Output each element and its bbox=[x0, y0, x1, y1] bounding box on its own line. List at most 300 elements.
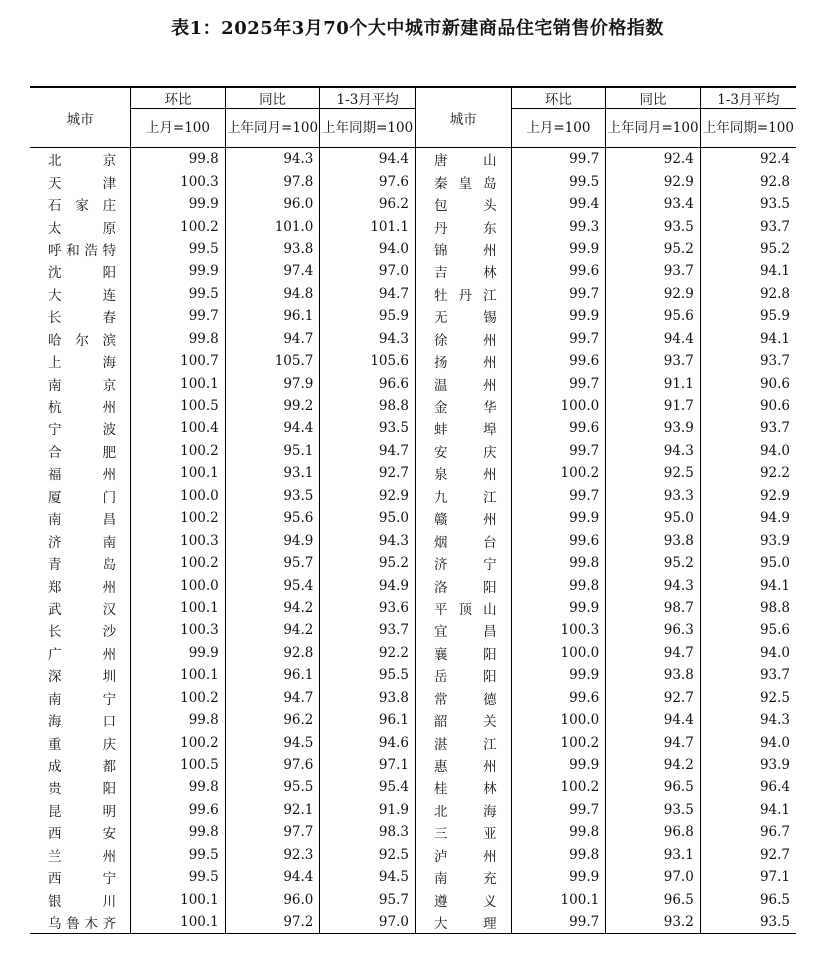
city-header-right: 城市 bbox=[415, 87, 511, 148]
table-row bbox=[30, 529, 796, 551]
avg-right-cell: 94.3 bbox=[700, 709, 796, 731]
mom-left-cell: 100.3 bbox=[131, 170, 226, 192]
avg-right-cell: 95.6 bbox=[700, 619, 796, 641]
city-left-cell: 北京 bbox=[48, 153, 117, 170]
table-row bbox=[30, 170, 796, 192]
yoy-right-cell: 93.5 bbox=[606, 215, 701, 237]
city-right-cell: 无锡 bbox=[415, 305, 511, 327]
yoy-left-cell: 94.4 bbox=[225, 417, 320, 439]
city-left-cell: 宁波 bbox=[48, 422, 117, 439]
avg-left-cell: 94.4 bbox=[320, 148, 416, 171]
yoy-left-cell: 96.1 bbox=[225, 664, 320, 686]
avg-left-cell: 92.5 bbox=[320, 844, 416, 866]
mom-right-cell: 99.7 bbox=[511, 440, 606, 462]
table-row bbox=[30, 664, 796, 686]
mom-right-cell: 99.7 bbox=[511, 148, 606, 171]
avg-right-cell: 94.1 bbox=[700, 574, 796, 596]
table-row bbox=[30, 238, 796, 260]
avg-left-cell: 105.6 bbox=[320, 350, 416, 372]
avg-right-cell: 96.4 bbox=[700, 776, 796, 798]
yoy-sub-right: 上年同月=100 bbox=[606, 109, 701, 148]
avg-left-cell: 93.5 bbox=[320, 417, 416, 439]
yoy-left-cell: 95.6 bbox=[225, 507, 320, 529]
avg-right-cell: 97.1 bbox=[700, 866, 796, 888]
table-row bbox=[30, 148, 796, 171]
mom-right-cell: 99.4 bbox=[511, 193, 606, 215]
avg-right-cell: 93.7 bbox=[700, 215, 796, 237]
mom-header-right: 环比 bbox=[511, 87, 606, 109]
mom-left-cell: 99.8 bbox=[131, 821, 226, 843]
yoy-left-cell: 92.8 bbox=[225, 642, 320, 664]
city-left-cell: 南京 bbox=[48, 377, 117, 394]
city-right-cell: 丹东 bbox=[415, 215, 511, 237]
mom-left-cell: 100.2 bbox=[131, 687, 226, 709]
mom-left-cell: 99.5 bbox=[131, 283, 226, 305]
city-right-cell: 温州 bbox=[415, 372, 511, 394]
yoy-left-cell: 97.6 bbox=[225, 754, 320, 776]
city-left-cell: 呼和浩特 bbox=[48, 242, 117, 259]
yoy-header-right: 同比 bbox=[606, 87, 701, 109]
table-row bbox=[30, 799, 796, 821]
mom-right-cell: 99.9 bbox=[511, 866, 606, 888]
city-left-cell: 济南 bbox=[48, 534, 117, 551]
avg-left-cell: 94.7 bbox=[320, 283, 416, 305]
mom-right-cell: 99.6 bbox=[511, 687, 606, 709]
table-row bbox=[30, 193, 796, 215]
yoy-right-cell: 93.1 bbox=[606, 844, 701, 866]
yoy-left-cell: 97.4 bbox=[225, 260, 320, 282]
mom-right-cell: 99.9 bbox=[511, 597, 606, 619]
avg-left-cell: 95.4 bbox=[320, 776, 416, 798]
avg-right-cell: 93.7 bbox=[700, 350, 796, 372]
yoy-left-cell: 97.2 bbox=[225, 911, 320, 934]
yoy-right-cell: 95.2 bbox=[606, 552, 701, 574]
yoy-left-cell: 96.1 bbox=[225, 305, 320, 327]
avg-left-cell: 95.0 bbox=[320, 507, 416, 529]
mom-right-cell: 99.7 bbox=[511, 283, 606, 305]
yoy-sub-left: 上年同月=100 bbox=[225, 109, 320, 148]
yoy-right-cell: 92.4 bbox=[606, 148, 701, 171]
avg-right-cell: 95.2 bbox=[700, 238, 796, 260]
avg-right-cell: 92.4 bbox=[700, 148, 796, 171]
avg-right-cell: 98.8 bbox=[700, 597, 796, 619]
avg-left-cell: 98.3 bbox=[320, 821, 416, 843]
mom-right-cell: 100.3 bbox=[511, 619, 606, 641]
table-row bbox=[30, 283, 796, 305]
mom-left-cell: 100.1 bbox=[131, 888, 226, 910]
avg-left-cell: 94.9 bbox=[320, 574, 416, 596]
avg-right-cell: 96.7 bbox=[700, 821, 796, 843]
city-header-left: 城市 bbox=[30, 87, 131, 148]
avg-right-cell: 92.8 bbox=[700, 283, 796, 305]
avg-left-cell: 93.8 bbox=[320, 687, 416, 709]
yoy-left-cell: 95.1 bbox=[225, 440, 320, 462]
avg-left-cell: 95.5 bbox=[320, 664, 416, 686]
avg-left-cell: 96.2 bbox=[320, 193, 416, 215]
mom-sub-left: 上月=100 bbox=[131, 109, 226, 148]
mom-right-cell: 99.7 bbox=[511, 799, 606, 821]
table-title: 表1：2025年3月70个大中城市新建商品住宅销售价格指数 bbox=[171, 18, 664, 39]
avg-header-right: 1-3月平均 bbox=[700, 87, 796, 109]
avg-left-cell: 97.0 bbox=[320, 911, 416, 934]
yoy-left-cell: 97.9 bbox=[225, 372, 320, 394]
yoy-right-cell: 94.7 bbox=[606, 731, 701, 753]
city-right-cell: 遵义 bbox=[415, 888, 511, 910]
yoy-left-cell: 94.5 bbox=[225, 731, 320, 753]
yoy-left-cell: 105.7 bbox=[225, 350, 320, 372]
table-row bbox=[30, 888, 796, 910]
yoy-left-cell: 93.8 bbox=[225, 238, 320, 260]
yoy-right-cell: 95.2 bbox=[606, 238, 701, 260]
avg-left-cell: 98.8 bbox=[320, 395, 416, 417]
avg-right-cell: 93.7 bbox=[700, 417, 796, 439]
yoy-right-cell: 93.8 bbox=[606, 529, 701, 551]
yoy-left-cell: 94.2 bbox=[225, 597, 320, 619]
city-right-cell: 桂林 bbox=[415, 776, 511, 798]
avg-header-left: 1-3月平均 bbox=[320, 87, 416, 109]
avg-right-cell: 93.7 bbox=[700, 664, 796, 686]
mom-right-cell: 100.0 bbox=[511, 395, 606, 417]
city-left-cell: 青岛 bbox=[48, 557, 117, 574]
city-right-cell: 平顶山 bbox=[415, 597, 511, 619]
avg-right-cell: 92.5 bbox=[700, 687, 796, 709]
avg-right-cell: 94.1 bbox=[700, 260, 796, 282]
city-left-cell: 西宁 bbox=[48, 871, 117, 888]
mom-right-cell: 99.9 bbox=[511, 507, 606, 529]
table-row bbox=[30, 709, 796, 731]
city-left-cell: 石家庄 bbox=[48, 198, 117, 215]
yoy-right-cell: 94.7 bbox=[606, 642, 701, 664]
city-left-cell: 福州 bbox=[48, 467, 117, 484]
avg-right-cell: 90.6 bbox=[700, 372, 796, 394]
mom-right-cell: 99.3 bbox=[511, 215, 606, 237]
yoy-right-cell: 93.5 bbox=[606, 799, 701, 821]
city-left-cell: 成都 bbox=[48, 759, 117, 776]
mom-right-cell: 99.7 bbox=[511, 328, 606, 350]
table-row bbox=[30, 507, 796, 529]
avg-left-cell: 96.6 bbox=[320, 372, 416, 394]
mom-left-cell: 100.0 bbox=[131, 574, 226, 596]
city-right-cell: 锦州 bbox=[415, 238, 511, 260]
city-left-cell: 沈阳 bbox=[48, 265, 117, 282]
mom-left-cell: 100.2 bbox=[131, 731, 226, 753]
yoy-left-cell: 93.1 bbox=[225, 462, 320, 484]
table-row bbox=[30, 776, 796, 798]
table-row bbox=[30, 305, 796, 327]
table-row bbox=[30, 372, 796, 394]
mom-left-cell: 99.5 bbox=[131, 238, 226, 260]
city-left-cell: 银川 bbox=[48, 893, 117, 910]
mom-left-cell: 99.8 bbox=[131, 709, 226, 731]
city-right-cell: 扬州 bbox=[415, 350, 511, 372]
avg-right-cell: 93.9 bbox=[700, 754, 796, 776]
mom-left-cell: 99.8 bbox=[131, 776, 226, 798]
yoy-left-cell: 92.1 bbox=[225, 799, 320, 821]
yoy-left-cell: 101.0 bbox=[225, 215, 320, 237]
avg-right-cell: 93.5 bbox=[700, 911, 796, 934]
city-left-cell: 南宁 bbox=[48, 691, 117, 708]
mom-right-cell: 99.9 bbox=[511, 238, 606, 260]
city-right-cell: 金华 bbox=[415, 395, 511, 417]
avg-left-cell: 92.9 bbox=[320, 485, 416, 507]
table-row bbox=[30, 619, 796, 641]
mom-left-cell: 100.3 bbox=[131, 619, 226, 641]
yoy-left-cell: 95.5 bbox=[225, 776, 320, 798]
yoy-right-cell: 93.9 bbox=[606, 417, 701, 439]
mom-left-cell: 100.1 bbox=[131, 597, 226, 619]
mom-left-cell: 100.4 bbox=[131, 417, 226, 439]
avg-left-cell: 96.1 bbox=[320, 709, 416, 731]
city-right-cell: 徐州 bbox=[415, 328, 511, 350]
table-row bbox=[30, 821, 796, 843]
avg-left-cell: 91.9 bbox=[320, 799, 416, 821]
yoy-right-cell: 94.3 bbox=[606, 574, 701, 596]
avg-right-cell: 94.9 bbox=[700, 507, 796, 529]
mom-left-cell: 100.1 bbox=[131, 372, 226, 394]
mom-right-cell: 99.5 bbox=[511, 170, 606, 192]
mom-right-cell: 99.7 bbox=[511, 372, 606, 394]
avg-left-cell: 95.9 bbox=[320, 305, 416, 327]
yoy-right-cell: 93.2 bbox=[606, 911, 701, 934]
avg-sub-left: 上年同期=100 bbox=[320, 109, 416, 148]
city-right-cell: 大理 bbox=[415, 911, 511, 934]
city-left-cell: 重庆 bbox=[48, 736, 117, 753]
city-left-cell: 合肥 bbox=[48, 444, 117, 461]
mom-left-cell: 100.1 bbox=[131, 462, 226, 484]
yoy-left-cell: 92.3 bbox=[225, 844, 320, 866]
mom-right-cell: 99.6 bbox=[511, 529, 606, 551]
table-row bbox=[30, 328, 796, 350]
yoy-right-cell: 92.9 bbox=[606, 283, 701, 305]
yoy-left-cell: 96.2 bbox=[225, 709, 320, 731]
yoy-left-cell: 96.0 bbox=[225, 193, 320, 215]
city-right-cell: 济宁 bbox=[415, 552, 511, 574]
yoy-header-left: 同比 bbox=[225, 87, 320, 109]
avg-right-cell: 90.6 bbox=[700, 395, 796, 417]
mom-left-cell: 100.2 bbox=[131, 215, 226, 237]
city-right-cell: 湛江 bbox=[415, 731, 511, 753]
yoy-right-cell: 93.8 bbox=[606, 664, 701, 686]
city-right-cell: 泸州 bbox=[415, 844, 511, 866]
table-row bbox=[30, 597, 796, 619]
mom-left-cell: 100.5 bbox=[131, 395, 226, 417]
mom-right-cell: 100.2 bbox=[511, 731, 606, 753]
city-left-cell: 广州 bbox=[48, 646, 117, 663]
price-index-table bbox=[30, 86, 796, 934]
mom-right-cell: 99.6 bbox=[511, 260, 606, 282]
avg-right-cell: 94.0 bbox=[700, 440, 796, 462]
mom-right-cell: 100.2 bbox=[511, 462, 606, 484]
mom-left-cell: 100.2 bbox=[131, 440, 226, 462]
table-row bbox=[30, 215, 796, 237]
table-row bbox=[30, 866, 796, 888]
mom-right-cell: 100.0 bbox=[511, 709, 606, 731]
yoy-right-cell: 96.5 bbox=[606, 776, 701, 798]
mom-left-cell: 99.8 bbox=[131, 328, 226, 350]
city-right-cell: 洛阳 bbox=[415, 574, 511, 596]
mom-left-cell: 99.6 bbox=[131, 799, 226, 821]
avg-left-cell: 93.7 bbox=[320, 619, 416, 641]
city-right-cell: 吉林 bbox=[415, 260, 511, 282]
avg-left-cell: 95.2 bbox=[320, 552, 416, 574]
city-right-cell: 泉州 bbox=[415, 462, 511, 484]
city-right-cell: 南充 bbox=[415, 866, 511, 888]
avg-left-cell: 94.0 bbox=[320, 238, 416, 260]
avg-left-cell: 93.6 bbox=[320, 597, 416, 619]
mom-left-cell: 99.9 bbox=[131, 642, 226, 664]
yoy-left-cell: 97.7 bbox=[225, 821, 320, 843]
avg-right-cell: 93.9 bbox=[700, 529, 796, 551]
city-right-cell: 牡丹江 bbox=[415, 283, 511, 305]
table-row bbox=[30, 911, 796, 934]
avg-left-cell: 94.5 bbox=[320, 866, 416, 888]
avg-right-cell: 95.9 bbox=[700, 305, 796, 327]
yoy-right-cell: 96.5 bbox=[606, 888, 701, 910]
mom-right-cell: 99.6 bbox=[511, 417, 606, 439]
mom-header-left: 环比 bbox=[131, 87, 226, 109]
table-row bbox=[30, 395, 796, 417]
city-left-cell: 郑州 bbox=[48, 579, 117, 596]
avg-right-cell: 94.1 bbox=[700, 799, 796, 821]
avg-right-cell: 94.0 bbox=[700, 731, 796, 753]
avg-left-cell: 97.0 bbox=[320, 260, 416, 282]
yoy-right-cell: 91.1 bbox=[606, 372, 701, 394]
mom-left-cell: 99.5 bbox=[131, 866, 226, 888]
mom-left-cell: 99.9 bbox=[131, 260, 226, 282]
city-right-cell: 惠州 bbox=[415, 754, 511, 776]
mom-right-cell: 99.8 bbox=[511, 552, 606, 574]
mom-right-cell: 99.8 bbox=[511, 844, 606, 866]
table-row bbox=[30, 417, 796, 439]
city-left-cell: 厦门 bbox=[48, 489, 117, 506]
yoy-left-cell: 95.4 bbox=[225, 574, 320, 596]
table-row bbox=[30, 642, 796, 664]
mom-left-cell: 100.7 bbox=[131, 350, 226, 372]
table-row bbox=[30, 552, 796, 574]
mom-right-cell: 100.0 bbox=[511, 642, 606, 664]
mom-left-cell: 99.8 bbox=[131, 148, 226, 171]
city-right-cell: 韶关 bbox=[415, 709, 511, 731]
city-left-cell: 乌鲁木齐 bbox=[30, 911, 131, 934]
city-left-cell: 大连 bbox=[48, 287, 117, 304]
mom-right-cell: 100.2 bbox=[511, 776, 606, 798]
avg-left-cell: 94.6 bbox=[320, 731, 416, 753]
avg-left-cell: 94.7 bbox=[320, 440, 416, 462]
city-left-cell: 长沙 bbox=[48, 624, 117, 641]
city-right-cell: 安庆 bbox=[415, 440, 511, 462]
city-left-cell: 哈尔滨 bbox=[48, 332, 117, 349]
mom-left-cell: 99.9 bbox=[131, 193, 226, 215]
table-row bbox=[30, 440, 796, 462]
mom-right-cell: 99.9 bbox=[511, 754, 606, 776]
yoy-left-cell: 99.2 bbox=[225, 395, 320, 417]
city-right-cell: 包头 bbox=[415, 193, 511, 215]
city-right-cell: 宜昌 bbox=[415, 619, 511, 641]
yoy-left-cell: 95.7 bbox=[225, 552, 320, 574]
table-row bbox=[30, 731, 796, 753]
avg-left-cell: 97.6 bbox=[320, 170, 416, 192]
yoy-left-cell: 94.9 bbox=[225, 529, 320, 551]
yoy-right-cell: 93.7 bbox=[606, 260, 701, 282]
avg-right-cell: 92.7 bbox=[700, 844, 796, 866]
city-left-cell: 深圳 bbox=[48, 669, 117, 686]
mom-sub-right: 上月=100 bbox=[511, 109, 606, 148]
table-row bbox=[30, 260, 796, 282]
yoy-left-cell: 94.7 bbox=[225, 328, 320, 350]
yoy-left-cell: 93.5 bbox=[225, 485, 320, 507]
mom-left-cell: 100.0 bbox=[131, 485, 226, 507]
table-row bbox=[30, 485, 796, 507]
table-row bbox=[30, 687, 796, 709]
avg-left-cell: 97.1 bbox=[320, 754, 416, 776]
city-left-cell: 天津 bbox=[48, 175, 117, 192]
avg-right-cell: 96.5 bbox=[700, 888, 796, 910]
yoy-right-cell: 94.4 bbox=[606, 709, 701, 731]
yoy-right-cell: 93.7 bbox=[606, 350, 701, 372]
city-right-cell: 唐山 bbox=[415, 148, 511, 171]
yoy-left-cell: 94.7 bbox=[225, 687, 320, 709]
mom-right-cell: 99.9 bbox=[511, 664, 606, 686]
yoy-right-cell: 94.4 bbox=[606, 328, 701, 350]
city-left-cell: 贵阳 bbox=[48, 781, 117, 798]
avg-left-cell: 94.3 bbox=[320, 328, 416, 350]
yoy-right-cell: 94.2 bbox=[606, 754, 701, 776]
mom-right-cell: 99.8 bbox=[511, 821, 606, 843]
yoy-right-cell: 92.7 bbox=[606, 687, 701, 709]
city-right-cell: 襄阳 bbox=[415, 642, 511, 664]
avg-right-cell: 94.0 bbox=[700, 642, 796, 664]
avg-right-cell: 92.9 bbox=[700, 485, 796, 507]
yoy-left-cell: 97.8 bbox=[225, 170, 320, 192]
table-row bbox=[30, 754, 796, 776]
yoy-right-cell: 96.8 bbox=[606, 821, 701, 843]
mom-right-cell: 99.9 bbox=[511, 305, 606, 327]
avg-right-cell: 94.1 bbox=[700, 328, 796, 350]
yoy-left-cell: 96.0 bbox=[225, 888, 320, 910]
city-left-cell: 海口 bbox=[48, 714, 117, 731]
avg-right-cell: 93.5 bbox=[700, 193, 796, 215]
city-right-cell: 蚌埠 bbox=[415, 417, 511, 439]
city-left-cell: 兰州 bbox=[48, 848, 117, 865]
yoy-right-cell: 93.4 bbox=[606, 193, 701, 215]
city-left-cell: 长春 bbox=[48, 310, 117, 327]
table-row bbox=[30, 350, 796, 372]
mom-left-cell: 100.5 bbox=[131, 754, 226, 776]
city-left-cell: 杭州 bbox=[48, 400, 117, 417]
mom-left-cell: 100.3 bbox=[131, 529, 226, 551]
yoy-right-cell: 92.5 bbox=[606, 462, 701, 484]
yoy-left-cell: 94.3 bbox=[225, 148, 320, 171]
mom-right-cell: 100.1 bbox=[511, 888, 606, 910]
city-right-cell: 三亚 bbox=[415, 821, 511, 843]
avg-right-cell: 95.0 bbox=[700, 552, 796, 574]
mom-left-cell: 99.5 bbox=[131, 844, 226, 866]
yoy-right-cell: 93.3 bbox=[606, 485, 701, 507]
yoy-right-cell: 97.0 bbox=[606, 866, 701, 888]
mom-left-cell: 100.2 bbox=[131, 507, 226, 529]
avg-left-cell: 95.7 bbox=[320, 888, 416, 910]
city-left-cell: 武汉 bbox=[48, 601, 117, 618]
avg-left-cell: 92.2 bbox=[320, 642, 416, 664]
table-row bbox=[30, 844, 796, 866]
city-left-cell: 昆明 bbox=[48, 803, 117, 820]
yoy-right-cell: 95.0 bbox=[606, 507, 701, 529]
city-right-cell: 烟台 bbox=[415, 529, 511, 551]
mom-left-cell: 100.1 bbox=[131, 664, 226, 686]
avg-sub-right: 上年同期=100 bbox=[700, 109, 796, 148]
avg-left-cell: 101.1 bbox=[320, 215, 416, 237]
table-row bbox=[30, 462, 796, 484]
